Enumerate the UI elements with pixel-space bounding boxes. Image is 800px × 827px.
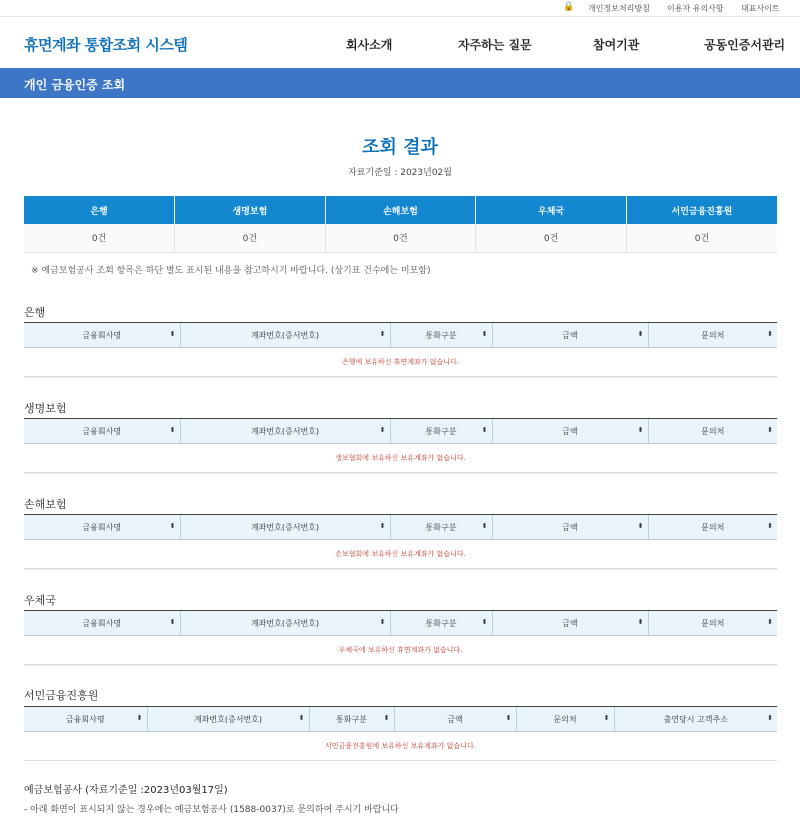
- nonlife-insurance-table: [24, 514, 777, 569]
- summary-header-kinfa: 서민금융진흥원: [626, 196, 777, 224]
- table-header-row: [24, 707, 777, 732]
- section-title-kinfa: 서민금융진흥원: [24, 689, 99, 702]
- lock-icon: 🔒: [563, 2, 575, 12]
- col-label: 금융회사명: [82, 618, 122, 628]
- col-label: 통화구분: [336, 714, 367, 724]
- col-header-account[interactable]: [180, 419, 390, 444]
- col-header-currency[interactable]: [390, 323, 492, 348]
- sort-icon[interactable]: ⬍: [767, 714, 773, 722]
- section-divider: [24, 473, 777, 474]
- sort-icon[interactable]: ⬍: [505, 714, 512, 722]
- kdic-title: 예금보험공사 (자료기준일 :2023년03월17일): [24, 785, 228, 796]
- summary-header-post: 우체국: [476, 196, 627, 224]
- sort-icon[interactable]: ⬍: [169, 522, 176, 530]
- empty-row: [24, 348, 777, 377]
- section-title-bank: 은행: [24, 306, 46, 319]
- page-title: 개인 금융인증 조회: [24, 78, 126, 92]
- menu-institutions[interactable]: 참여기관: [593, 38, 640, 52]
- col-header-account[interactable]: [147, 707, 309, 732]
- col-label: 문의처: [701, 426, 725, 436]
- global-nav: [0, 18, 800, 68]
- sort-icon[interactable]: ⬍: [767, 618, 773, 626]
- sort-icon[interactable]: ⬍: [637, 426, 644, 434]
- post-office-table: [24, 610, 777, 665]
- main-site-link[interactable]: 대표사이트: [741, 4, 780, 13]
- menu-certificate[interactable]: 공동인증서관리: [704, 38, 786, 52]
- empty-row: [24, 444, 777, 473]
- empty-message: 서민금융진흥원에 보유하신 보유계좌가 없습니다.: [24, 732, 777, 761]
- col-header-currency[interactable]: [390, 419, 492, 444]
- kinfa-table: [24, 706, 777, 761]
- col-label: 금융회사명: [65, 714, 105, 724]
- reference-date: 자료기준일 : 2023년02월: [348, 168, 452, 178]
- section-title-life: 생명보험: [24, 402, 67, 415]
- col-header-company[interactable]: [24, 323, 180, 348]
- col-header-amount[interactable]: [492, 323, 648, 348]
- table-header-row: [24, 515, 777, 540]
- user-notice-link[interactable]: 이용자 유의사항: [667, 4, 724, 13]
- sort-icon[interactable]: ⬍: [379, 330, 386, 338]
- col-label: 금융회사명: [82, 522, 122, 532]
- col-label: 계좌번호(증서번호): [250, 426, 320, 436]
- utility-bar: [0, 0, 800, 17]
- bank-table: [24, 322, 777, 377]
- summary-value-kinfa: 0건: [626, 224, 777, 252]
- col-label: 출연당시 고객주소: [663, 714, 728, 724]
- sort-icon[interactable]: ⬍: [379, 618, 386, 626]
- summary-value-post: 0건: [476, 224, 627, 252]
- table-header-row: [24, 323, 777, 348]
- empty-row: [24, 540, 777, 569]
- sort-icon[interactable]: ⬍: [481, 330, 488, 338]
- summary-notice: ※ 예금보험공사 조회 항목은 하단 별도 표시된 내용을 참고하시기 바랍니다. (상기표 건수에는 미포함): [31, 266, 431, 276]
- col-label: 금액: [562, 426, 578, 436]
- sort-icon[interactable]: ⬍: [169, 618, 176, 626]
- sort-icon[interactable]: ⬍: [637, 618, 644, 626]
- sort-icon[interactable]: ⬍: [481, 618, 488, 626]
- col-header-company[interactable]: [24, 707, 147, 732]
- col-label: 금융회사명: [82, 426, 122, 436]
- col-label: 금액: [562, 522, 578, 532]
- sort-icon[interactable]: ⬍: [637, 522, 644, 530]
- section-title-nonlife: 손해보험: [24, 498, 67, 511]
- sort-icon[interactable]: ⬍: [767, 522, 773, 530]
- col-label: 계좌번호(증서번호): [250, 618, 320, 628]
- col-label: 통화구분: [425, 618, 457, 628]
- col-label: 통화구분: [425, 522, 457, 532]
- summary-value-life: 0건: [175, 224, 326, 252]
- empty-row: [24, 636, 777, 665]
- col-label: 문의처: [701, 330, 725, 340]
- col-label: 계좌번호(증서번호): [250, 522, 320, 532]
- sort-icon[interactable]: ⬍: [383, 714, 390, 722]
- sort-icon[interactable]: ⬍: [603, 714, 610, 722]
- sort-icon[interactable]: ⬍: [169, 426, 176, 434]
- result-title: 조회 결과: [362, 137, 438, 158]
- empty-message: 우체국에 보유하신 휴면계좌가 없습니다.: [24, 636, 777, 665]
- empty-row: [24, 732, 777, 761]
- privacy-policy-link[interactable]: 개인정보처리방침: [588, 4, 650, 13]
- summary-value-bank: 0건: [24, 224, 175, 252]
- col-header-amount[interactable]: [394, 707, 516, 732]
- section-divider: [24, 377, 777, 378]
- col-header-account[interactable]: [180, 515, 390, 540]
- sort-icon[interactable]: ⬍: [637, 330, 644, 338]
- section-divider: [24, 665, 777, 666]
- menu-faq[interactable]: 자주하는 질문: [458, 38, 532, 52]
- sort-icon[interactable]: ⬍: [379, 522, 386, 530]
- section-title-post: 우체국: [24, 594, 56, 607]
- sort-icon[interactable]: ⬍: [379, 426, 386, 434]
- menu-company[interactable]: 회사소개: [346, 38, 393, 52]
- summary-value-nonlife: 0건: [325, 224, 476, 252]
- table-header-row: [24, 611, 777, 636]
- summary-header-nonlife: 손해보험: [325, 196, 476, 224]
- col-header-contact[interactable]: [648, 323, 777, 348]
- col-label: 통화구분: [425, 426, 457, 436]
- section-divider: [24, 569, 777, 570]
- sort-icon[interactable]: ⬍: [481, 522, 488, 530]
- sort-icon[interactable]: ⬍: [298, 714, 305, 722]
- col-header-currency[interactable]: [390, 611, 492, 636]
- empty-message: 손보협회에 보유하신 보유계좌가 없습니다.: [24, 540, 777, 569]
- col-header-account[interactable]: [180, 323, 390, 348]
- col-header-contact[interactable]: [648, 611, 777, 636]
- col-label: 통화구분: [425, 330, 457, 340]
- sort-icon[interactable]: ⬍: [481, 426, 488, 434]
- sort-icon[interactable]: ⬍: [169, 330, 176, 338]
- page-title-bar: [0, 68, 800, 98]
- col-label: 금융회사명: [82, 330, 122, 340]
- col-header-company[interactable]: [24, 419, 180, 444]
- col-header-account[interactable]: [180, 611, 390, 636]
- col-label: 계좌번호(증서번호): [193, 714, 263, 724]
- kdic-notice: - 아래 화면이 표시되지 않는 경우에는 예금보험공사 (1588-0037)로 문의하여 주시기 바랍니다: [24, 805, 399, 815]
- col-label: 문의처: [553, 714, 577, 724]
- col-header-contact[interactable]: [516, 707, 614, 732]
- col-header-contact[interactable]: [648, 515, 777, 540]
- col-label: 문의처: [701, 618, 725, 628]
- col-header-currency[interactable]: [390, 515, 492, 540]
- summary-header-row: [24, 196, 777, 224]
- col-header-amount[interactable]: [492, 515, 648, 540]
- life-insurance-table: [24, 418, 777, 473]
- col-label: 문의처: [701, 522, 725, 532]
- col-header-company[interactable]: [24, 611, 180, 636]
- col-header-address[interactable]: [614, 707, 777, 732]
- sort-icon[interactable]: ⬍: [767, 426, 773, 434]
- site-logo[interactable]: 휴면계좌 통합조회 시스템: [24, 36, 188, 54]
- sort-icon[interactable]: ⬍: [767, 330, 773, 338]
- col-label: 금액: [447, 714, 463, 724]
- col-header-amount[interactable]: [492, 611, 648, 636]
- table-header-row: [24, 419, 777, 444]
- col-header-currency[interactable]: [309, 707, 394, 732]
- col-header-company[interactable]: [24, 515, 180, 540]
- empty-message: 은행에 보유하신 휴면계좌가 없습니다.: [24, 348, 777, 377]
- summary-value-row: [24, 224, 777, 252]
- summary-table: [24, 196, 777, 253]
- summary-header-life: 생명보험: [175, 196, 326, 224]
- col-label: 금액: [562, 330, 578, 340]
- col-label: 계좌번호(증서번호): [250, 330, 320, 340]
- empty-message: 생보협회에 보유하신 보유계좌가 없습니다.: [24, 444, 777, 473]
- col-label: 금액: [562, 618, 578, 628]
- col-header-amount[interactable]: [492, 419, 648, 444]
- summary-header-bank: 은행: [24, 196, 175, 224]
- sort-icon[interactable]: ⬍: [136, 714, 143, 722]
- col-header-contact[interactable]: [648, 419, 777, 444]
